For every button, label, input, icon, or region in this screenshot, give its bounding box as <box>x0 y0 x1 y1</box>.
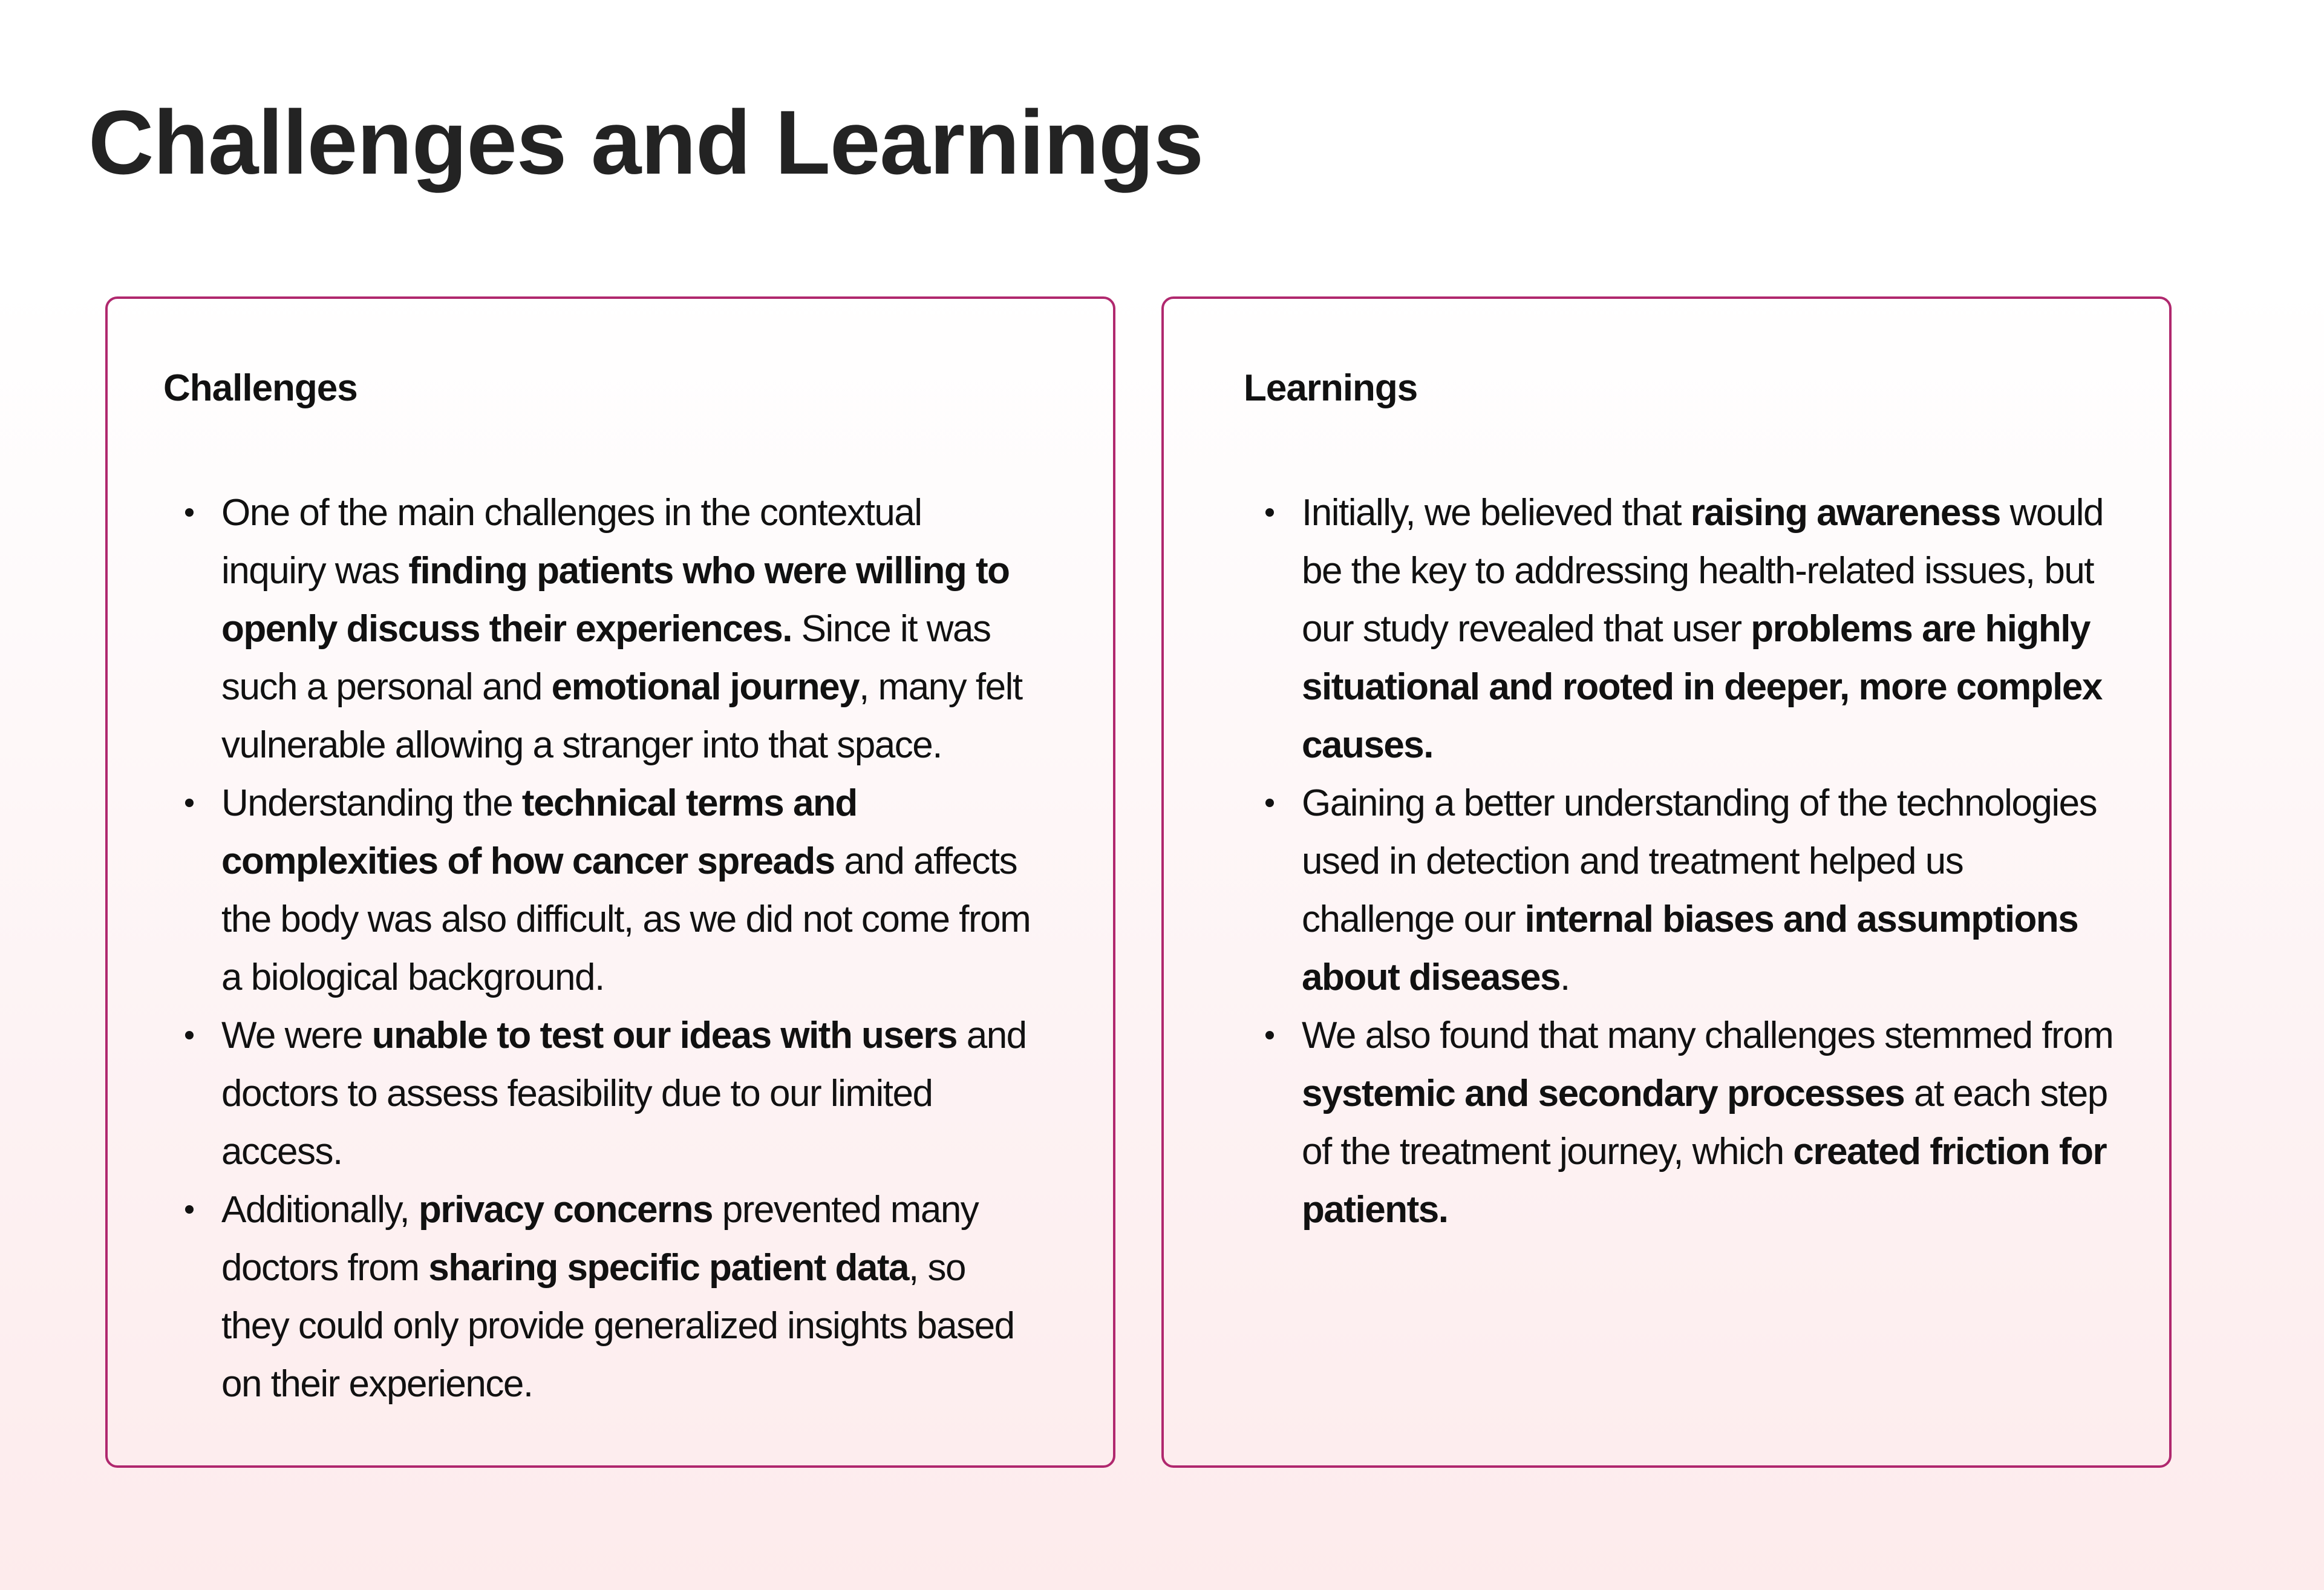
challenges-item-4 <box>163 1181 1034 1413</box>
text-segment: prevented many doctors from <box>221 1189 979 1289</box>
bold-text-segment: technical terms and complexities of how cancer spreads <box>221 782 857 882</box>
text-segment: One of the main challenges in the contextual inquiry was <box>221 492 922 592</box>
learnings-list <box>1244 484 2115 1239</box>
bold-text-segment: created friction for patients. <box>1302 1131 2107 1231</box>
text-segment: , so they could only provide generalized insights based on their experience. <box>221 1247 1014 1405</box>
text-segment: Initially, we believed that <box>1302 492 1691 534</box>
bold-text-segment: systemic and secondary processes <box>1302 1073 1905 1114</box>
bullet-icon <box>1265 799 1274 807</box>
challenges-card <box>105 296 1115 1468</box>
bold-text-segment: unable to test our ideas with users <box>371 1015 957 1056</box>
bold-text-segment: internal biases and assumptions about diseases <box>1302 898 2078 998</box>
bold-text-segment: emotional journey <box>551 666 860 708</box>
text-segment: would be the key to addressing health-related issues, but our study revealed that user <box>1302 492 2104 650</box>
bold-text-segment: raising awareness <box>1690 492 2000 534</box>
text-segment: Additionally, <box>221 1189 419 1231</box>
learnings-card <box>1161 296 2172 1468</box>
bold-text-segment: privacy concerns <box>418 1189 713 1231</box>
learnings-item-3 <box>1244 1007 2115 1239</box>
text-segment: Understanding the <box>221 782 522 824</box>
challenges-heading: Challenges <box>163 367 357 409</box>
text-segment: at each step of the treatment journey, which <box>1302 1073 2107 1173</box>
challenges-item-3 <box>163 1007 1034 1181</box>
text-segment: and doctors to assess feasibility due to our limited access. <box>221 1015 1027 1173</box>
text-segment: and affects the body was also difficult, as we did not come from a biological background. <box>221 840 1031 998</box>
text-segment: Since it was such a personal and <box>221 608 991 708</box>
text-segment: We were <box>221 1015 372 1056</box>
challenges-item-2 <box>163 774 1034 1007</box>
learnings-item-2 <box>1244 774 2115 1007</box>
challenges-item-1 <box>163 484 1034 774</box>
page-title: Challenges and Learnings <box>88 91 1204 193</box>
text-segment: . <box>1559 957 1570 998</box>
bullet-icon <box>185 1205 194 1214</box>
bullet-icon <box>185 508 194 517</box>
challenges-list <box>163 484 1034 1413</box>
bold-text-segment: sharing specific patient data <box>428 1247 909 1289</box>
text-segment: , many felt vulnerable allowing a stranger into that space. <box>221 666 1022 766</box>
bullet-icon <box>185 1031 194 1039</box>
bold-text-segment: problems are highly situational and rooted in deeper, more complex causes. <box>1302 608 2102 766</box>
text-segment: We also found that many challenges stemmed from <box>1302 1015 2113 1056</box>
bold-text-segment: finding patients who were willing to openly discuss their experiences. <box>221 550 1010 650</box>
learnings-item-1 <box>1244 484 2115 774</box>
learnings-heading: Learnings <box>1244 367 1418 409</box>
bullet-icon <box>1265 1031 1274 1039</box>
bullet-icon <box>185 799 194 807</box>
bullet-icon <box>1265 508 1274 517</box>
text-segment: Gaining a better understanding of the technologies used in detection and treatment helped us challenge our <box>1302 782 2097 940</box>
